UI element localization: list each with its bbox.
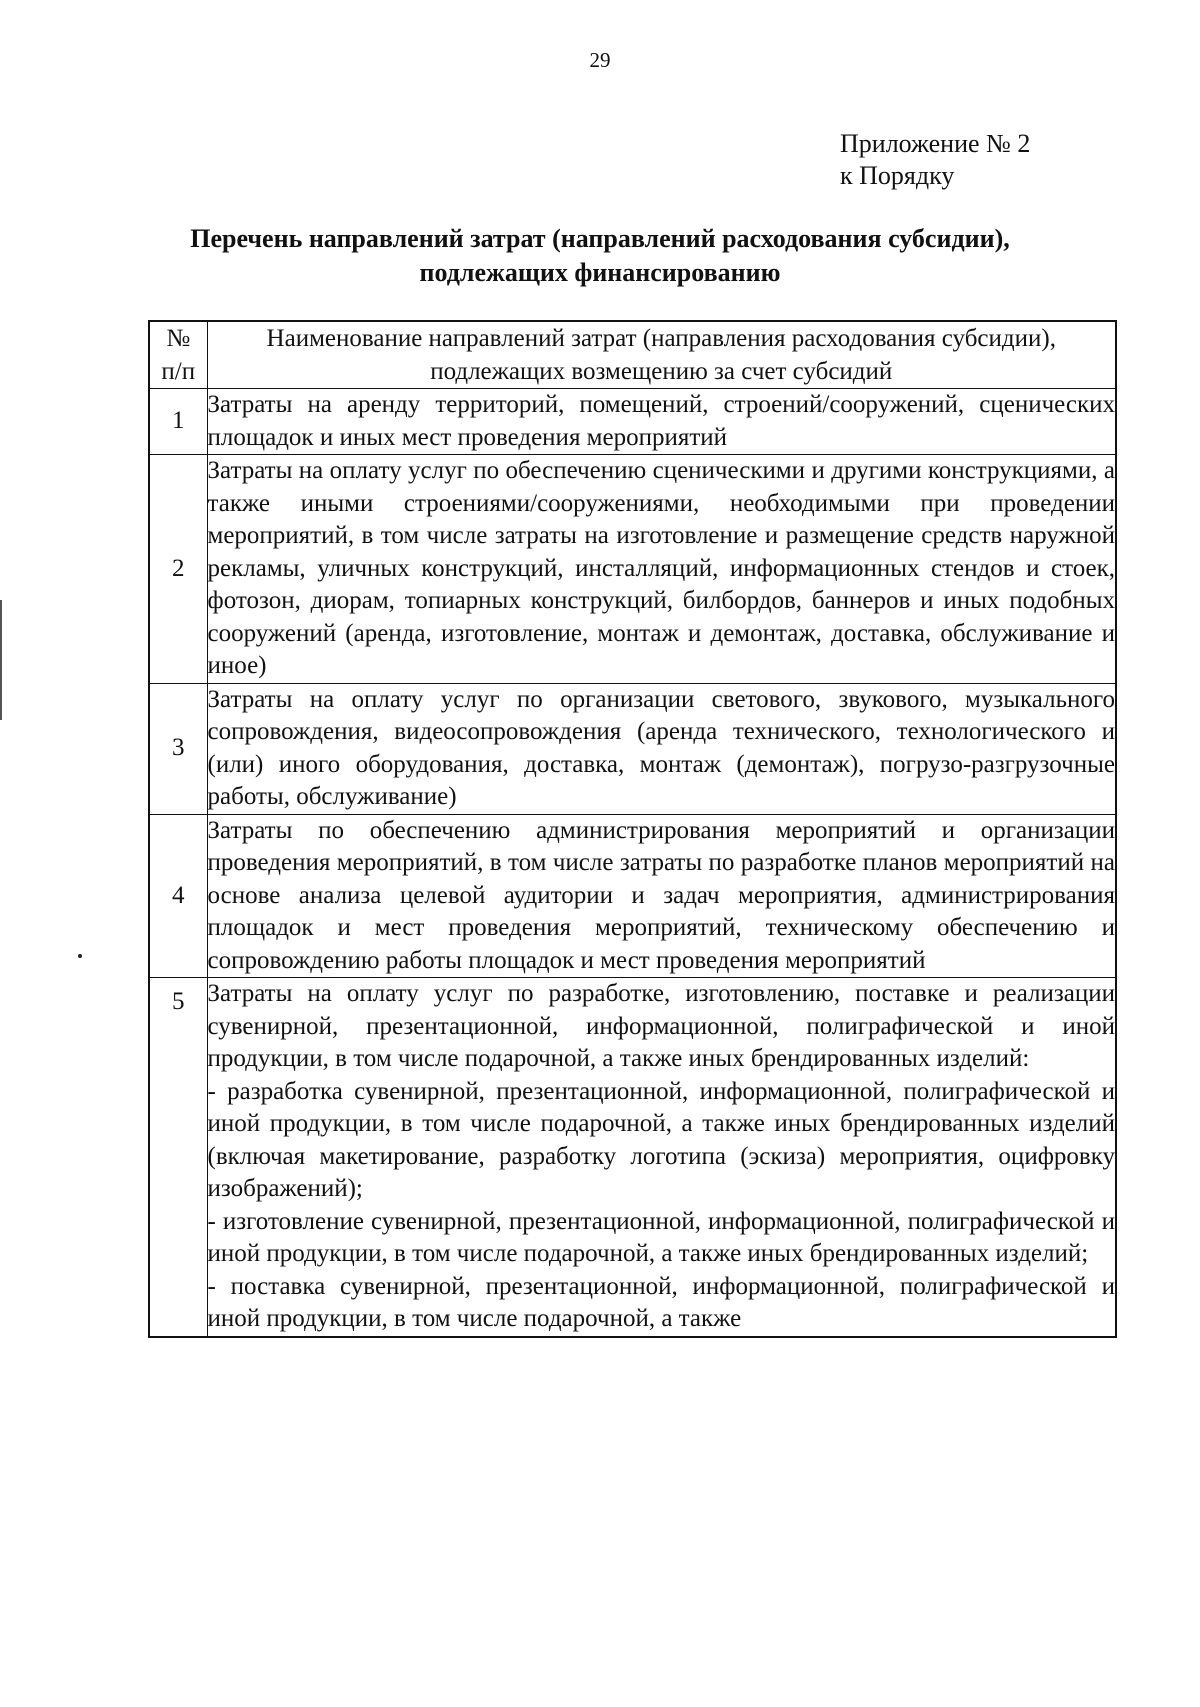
- row-number: 5: [149, 978, 207, 1337]
- appendix-target: к Порядку: [840, 161, 955, 190]
- table-row: [149, 455, 1116, 684]
- table-row: [149, 814, 1116, 978]
- cost-directions-table: [148, 320, 1117, 1338]
- row-description: [207, 389, 1116, 455]
- row-number: 1: [149, 389, 207, 455]
- page-number: 29: [589, 48, 611, 72]
- header-name-line-2: подлежащих возмещению за счет субсидий: [430, 358, 893, 385]
- row-number: 2: [149, 455, 207, 684]
- row-paragraph: Затраты на оплату услуг по разработке, изготовлению, поставке и реализации сувенирной, презентационной, информационной, полиграфической и иной продукции, в том числе подарочной, а также иных брендированных изделий:: [207, 980, 1115, 1072]
- table-row: [149, 978, 1116, 1337]
- row-number: 3: [149, 683, 207, 814]
- scan-edge-mark: [0, 600, 2, 720]
- row-list-item: - изготовление сувенирной, презентационной, информационной, полиграфической и иной продукции, в том числе подарочной, а также иных брендированных изделий;: [207, 1207, 1115, 1267]
- header-number-abbr: п/п: [161, 358, 196, 385]
- row-paragraph: Затраты на оплату услуг по организации светового, звукового, музыкального сопровождения, видеосопровождения (аренда технического, технологического и (или) иного оборудования, доставка, монтаж (демонтаж), погрузо-разгрузочные работы, обслуживание): [207, 685, 1115, 810]
- row-description: [207, 814, 1116, 978]
- row-description: [207, 455, 1116, 684]
- header-number-cell: [149, 321, 207, 389]
- row-list-item: - поставка сувенирной, презентационной, информационной, полиграфической и иной продукции, в том числе подарочной, а также: [207, 1272, 1115, 1332]
- row-paragraph: Затраты на оплату услуг по обеспечению сценическими и другими конструкциями, а также иными строениями/сооружениями, необходимыми при проведении мероприятий, в том числе затраты на изготовление и размещение средств наружной рекламы, уличных конструкций, инсталляций, информационных стендов и стоек, фотозон, диорам, топиарных конструкций, билбордов, баннеров и иных подобных сооружений (аренда, изготовление, монтаж и демонтаж, доставка, обслуживание и иное): [207, 457, 1115, 679]
- row-number: 4: [149, 814, 207, 978]
- row-paragraph: Затраты на аренду территорий, помещений, строений/сооружений, сценических площадок и иных мест проведения мероприятий: [207, 391, 1115, 451]
- row-description: [207, 683, 1116, 814]
- document-title: [100, 222, 1100, 290]
- table-header-row: [149, 321, 1116, 389]
- table-row: [149, 683, 1116, 814]
- header-number-sign: №: [166, 325, 191, 352]
- row-description: [207, 978, 1116, 1337]
- table-row: [149, 389, 1116, 455]
- title-line-2: подлежащих финансированию: [419, 258, 781, 287]
- row-paragraph: Затраты по обеспечению администрирования мероприятий и организации проведения мероприятий, в том числе затраты по разработке планов мероприятий на основе анализа целевой аудитории и задач мероприятия, администрирования площадок и мест проведения мероприятий, техническому обеспечению и сопровождению работы площадок и мест проведения мероприятий: [207, 816, 1115, 974]
- row-list-item: - разработка сувенирной, презентационной, информационной, полиграфической и иной продукции, в том числе подарочной, а также иных брендированных изделий (включая макетирование, разработку логотипа (эскиза) мероприятия, оцифровку изображений);: [207, 1077, 1115, 1202]
- appendix-number: Приложение № 2: [840, 129, 1031, 158]
- header-name-cell: [207, 321, 1116, 389]
- scan-dot-mark: [78, 954, 82, 958]
- title-line-1: Перечень направлений затрат (направлений расходования субсидии),: [190, 224, 1010, 253]
- appendix-reference: [840, 128, 1030, 192]
- header-name-line-1: Наименование направлений затрат (направления расходования субсидии),: [266, 325, 1056, 352]
